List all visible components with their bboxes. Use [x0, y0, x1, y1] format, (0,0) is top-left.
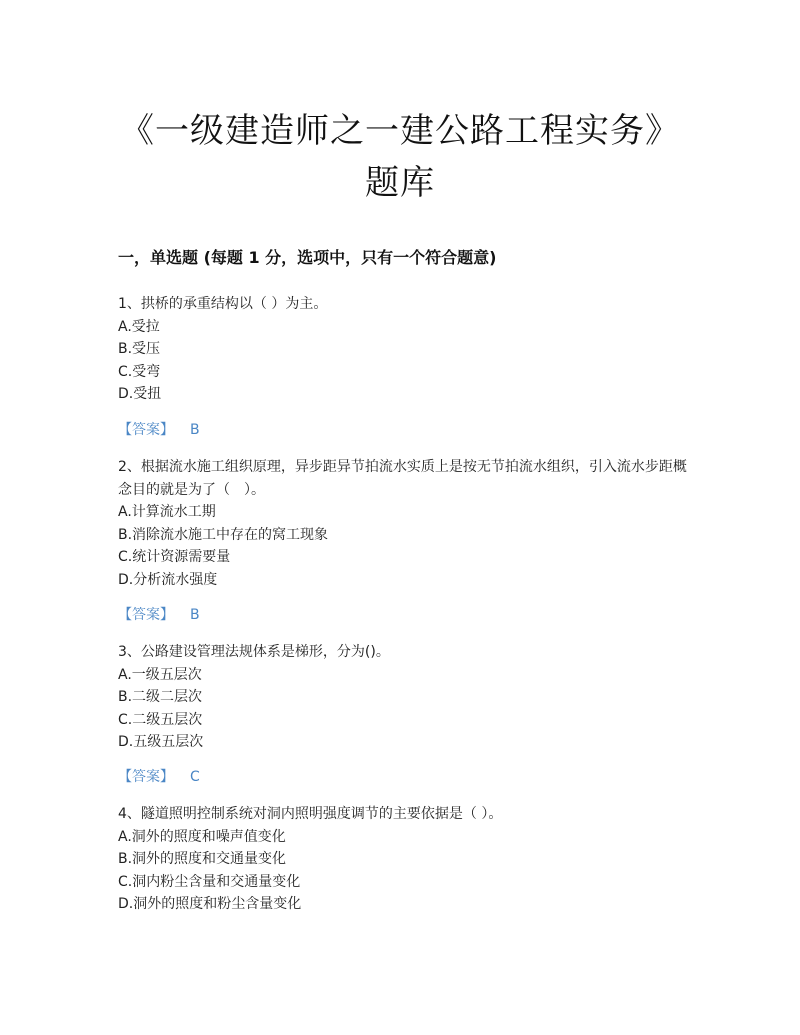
question-stem: 3、公路建设管理法规体系是梯形，分为()。 [118, 644, 390, 660]
question-2 [118, 456, 688, 591]
option-c: C.受弯 [118, 363, 161, 380]
option-b: B.消除流水施工中存在的窝工现象 [118, 526, 329, 543]
question-3 [118, 641, 688, 754]
question-stem: 2、根据流水施工组织原理，异步距异节拍流水实质上是按无节拍流水组织，引入流水步距概念目的就是为了（ ）。 [118, 459, 687, 498]
option-a: A.受拉 [118, 318, 160, 335]
answer-value: C [190, 769, 200, 785]
document-title-subtitle: 题库 [365, 163, 435, 203]
answer-1 [118, 419, 200, 441]
answer-value: B [190, 422, 200, 438]
question-4 [118, 803, 688, 916]
option-a: A.洞外的照度和噪声值变化 [118, 828, 286, 845]
answer-value: B [190, 607, 200, 623]
question-1 [118, 293, 688, 406]
option-d: D.受扭 [118, 386, 162, 402]
option-c: C.统计资源需要量 [118, 549, 231, 565]
question-stem: 4、隧道照明控制系统对洞内照明强度调节的主要依据是（ ）。 [118, 806, 503, 822]
document-title: 《一级建造师之一建公路工程实务》 [120, 111, 680, 151]
question-stem: 1、拱桥的承重结构以（ ）为主。 [118, 296, 328, 312]
option-c: C.洞内粉尘含量和交通量变化 [118, 873, 301, 890]
answer-2 [118, 604, 200, 626]
option-b: B.洞外的照度和交通量变化 [118, 851, 287, 867]
option-c: C.二级五层次 [118, 711, 203, 728]
answer-label: 【答案】 [118, 769, 174, 785]
section-heading: 一，单选题 (每题 1 分，选项中，只有一个符合题意) [118, 248, 497, 267]
option-a: A.一级五层次 [118, 666, 202, 683]
answer-3 [118, 766, 200, 788]
option-b: B.受压 [118, 341, 161, 357]
answer-label: 【答案】 [118, 607, 174, 623]
answer-label: 【答案】 [118, 422, 174, 438]
option-b: B.二级二层次 [118, 689, 203, 705]
option-a: A.计算流水工期 [118, 504, 216, 520]
option-d: D.洞外的照度和粉尘含量变化 [118, 896, 302, 912]
option-d: D.分析流水强度 [118, 571, 218, 588]
option-d: D.五级五层次 [118, 734, 204, 750]
